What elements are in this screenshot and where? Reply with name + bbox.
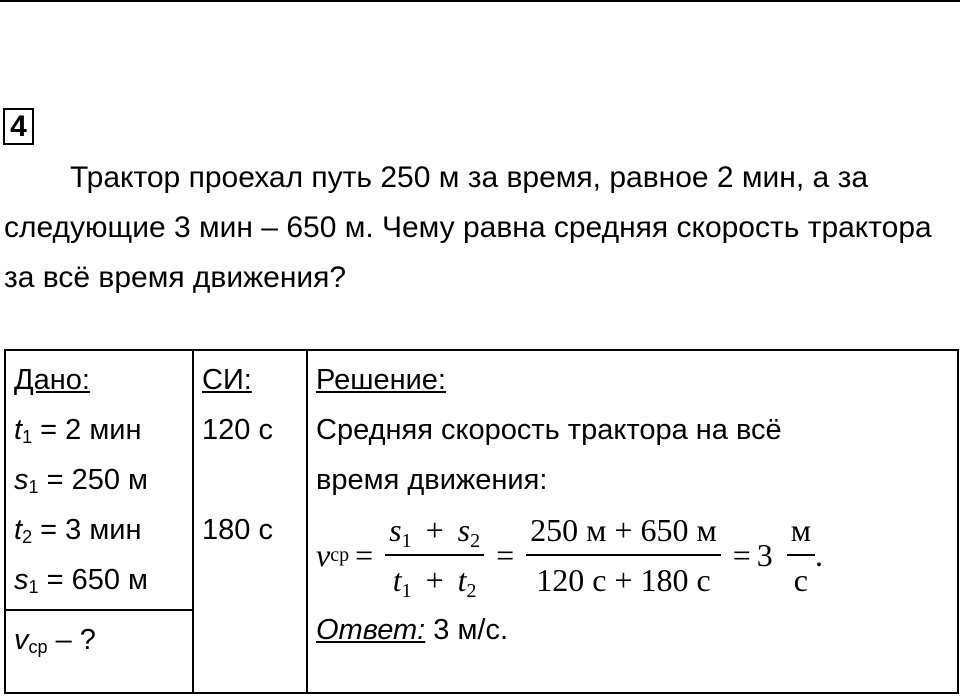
find-item-vcp: $v_{ср}$ – ?	[14, 624, 96, 657]
answer-label: Ответ:	[316, 614, 426, 646]
given-item-s1: $s_1 = 250$ м	[14, 464, 148, 497]
si-value-t2: 180 с	[202, 514, 273, 546]
fraction-numeric: $\frac{250 м + 650 м}{120 с + 180 с}$	[526, 506, 721, 604]
top-rule	[0, 0, 960, 2]
fraction-unit: $\frac{м}{с}$	[787, 506, 815, 604]
solution-header: Решение:	[316, 364, 446, 396]
si-value-t1: 120 с	[202, 414, 273, 446]
task-number-box: 4	[3, 108, 34, 145]
formula-result: 3	[756, 537, 773, 573]
solution-text-line1: Средняя скорость трактора на всё	[316, 414, 782, 446]
given-item-t1: $t_1 = 2$ мин	[14, 414, 142, 447]
given-item-t2: $t_2 = 3$ мин	[14, 514, 142, 547]
si-cell	[193, 350, 307, 693]
given-cell	[5, 350, 193, 610]
si-header: СИ:	[202, 364, 252, 396]
answer-value: 3 м/с.	[425, 614, 509, 646]
solution-table	[4, 349, 959, 694]
solution-text-line2: время движения:	[316, 464, 548, 496]
given-header: Дано:	[14, 364, 90, 396]
fraction-symbolic: $\frac{s1 + s2}{t1 + t2}$	[385, 506, 484, 604]
problem-statement: Трактор проехал путь 250 м за время, равное 2 мин, а за следующие 3 мин – 650 м. Чему равна средняя скорость трактора за всё время движения?	[4, 161, 932, 294]
answer-line	[316, 605, 949, 655]
given-item-s2: $s_1 = 650$ м	[14, 564, 148, 597]
solution-cell	[307, 350, 958, 693]
problem-text	[4, 153, 954, 303]
average-speed-formula: v ср = $\frac{s1 + s2}{t1 + t2}$ = $\frac{250 м + 650 м}{120 с + 180 с}$ = 3 $\frac{м}{с}$ .	[316, 505, 949, 605]
find-cell	[5, 610, 193, 693]
